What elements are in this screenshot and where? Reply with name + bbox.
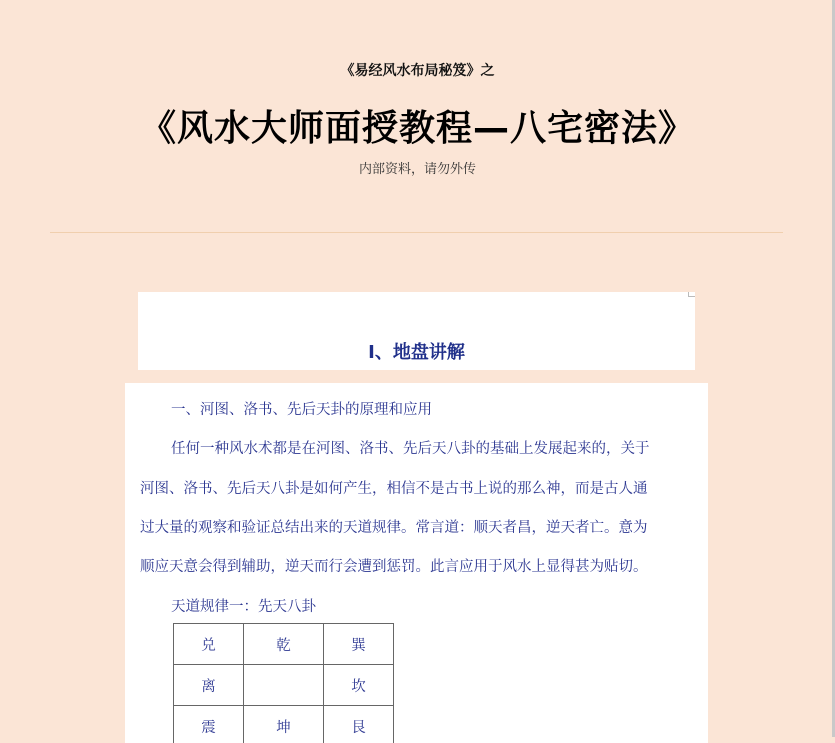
table-cell: 艮 — [324, 706, 394, 743]
bagua-table — [173, 623, 394, 743]
body-text-line: 河图、洛书、先后天八卦是如何产生，相信不是古书上说的那么神，而是古人通 — [140, 477, 648, 498]
header-divider — [50, 232, 783, 233]
book-subtitle: 《易经风水布局秘笈》之 — [0, 60, 835, 80]
table-cell: 震 — [174, 706, 244, 743]
confidential-note: 内部资料，请勿外传 — [0, 158, 835, 177]
table-row — [174, 624, 394, 665]
table-row — [174, 665, 394, 706]
table-cell — [244, 665, 324, 706]
document-page-top — [138, 292, 695, 370]
page-corner-mark — [688, 292, 695, 297]
paragraph-heading: 一、河图、洛书、先后天卦的原理和应用 — [171, 398, 432, 419]
table-cell: 兑 — [174, 624, 244, 665]
body-text-line: 任何一种风水术都是在河图、洛书、先后天八卦的基础上发展起来的，关于 — [171, 437, 650, 458]
table-cell: 坎 — [324, 665, 394, 706]
table-cell: 离 — [174, 665, 244, 706]
law-title: 天道规律一：先天八卦 — [171, 595, 316, 616]
document-page-body — [125, 383, 708, 743]
table-cell: 乾 — [244, 624, 324, 665]
table-row — [174, 706, 394, 743]
section-heading: I、地盘讲解 — [138, 338, 695, 364]
body-text-line: 顺应天意会得到辅助，逆天而行会遭到惩罚。此言应用于风水上显得甚为贴切。 — [140, 555, 648, 576]
body-text-line: 过大量的观察和验证总结出来的天道规律。常言道：顺天者昌，逆天者亡。意为 — [140, 516, 648, 537]
table-cell: 坤 — [244, 706, 324, 743]
table-cell: 巽 — [324, 624, 394, 665]
page-title: 《风水大师面授教程—八宅密法》 — [0, 100, 835, 151]
